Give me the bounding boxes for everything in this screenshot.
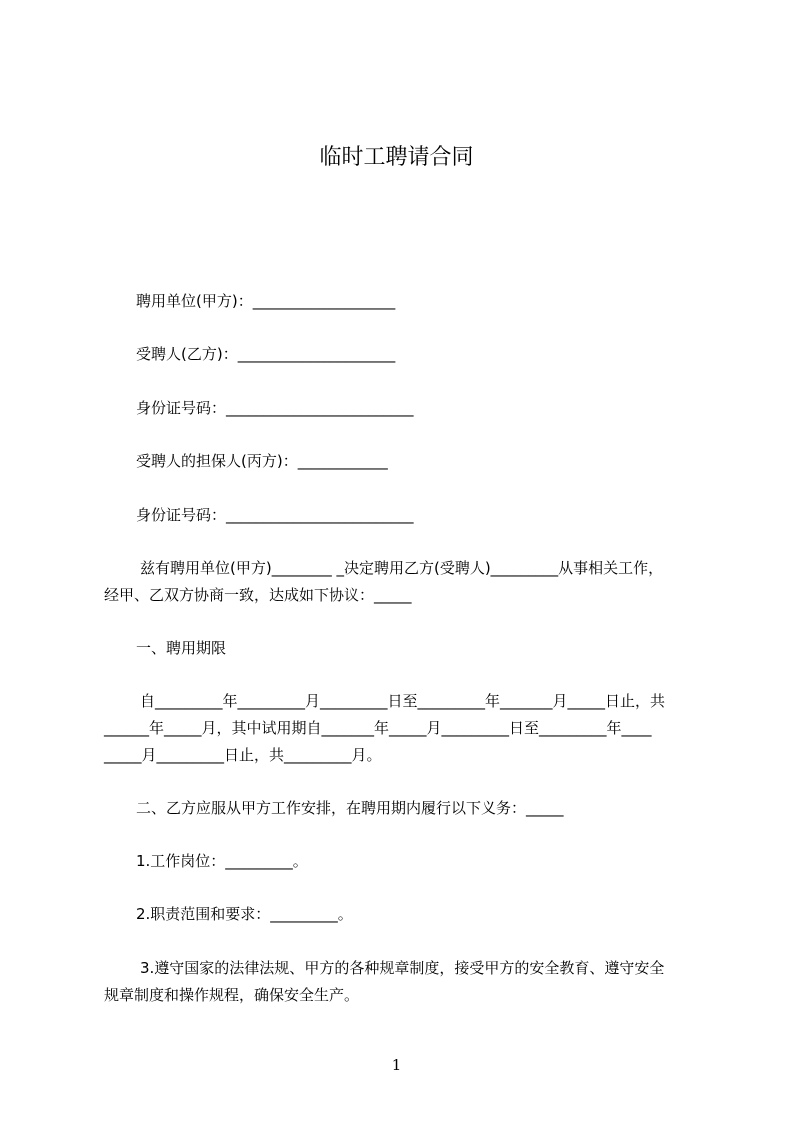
section1-line-2: ______年_____月，其中试用期自_______年_____月_________日至_________年____	[104, 719, 652, 737]
section2-item-1: 1.工作岗位：_________。	[136, 852, 308, 870]
section1-heading: 一、聘用期限	[136, 639, 227, 657]
guarantor-field: 受聘人的担保人(丙方)：____________	[136, 452, 388, 470]
guarantor-id-field: 身份证号码：_________________________	[136, 506, 414, 524]
employer-field: 聘用单位(甲方)：___________________	[136, 292, 396, 310]
section2-item-2: 2.职责范围和要求：_________。	[136, 905, 353, 923]
employee-field: 受聘人(乙方)：_____________________	[136, 345, 396, 363]
section2-item-3-line-2: 规章制度和操作规程，确保安全生产。	[104, 986, 360, 1004]
section1-line-1: 自_________年_________月_________日至_________年_______月_____日止，共	[140, 692, 666, 710]
employee-id-field: 身份证号码：_________________________	[136, 399, 414, 417]
intro-line-1: 兹有聘用单位(甲方)________ _决定聘用乙方(受聘人)_________从事相关工作，	[140, 559, 664, 577]
intro-line-2: 经甲、乙双方协商一致，达成如下协议：_____	[104, 586, 412, 604]
section1-line-3: _____月_________日止，共_________月。	[104, 746, 382, 764]
section2-item-3-line-1: 3.遵守国家的法律法规、甲方的各种规章制度，接受甲方的安全教育、遵守安全	[140, 959, 665, 977]
page-number: 1	[391, 1056, 402, 1074]
document-title: 临时工聘请合同	[319, 145, 474, 170]
section2-heading: 二、乙方应服从甲方工作安排，在聘用期内履行以下义务：_____	[136, 799, 564, 817]
